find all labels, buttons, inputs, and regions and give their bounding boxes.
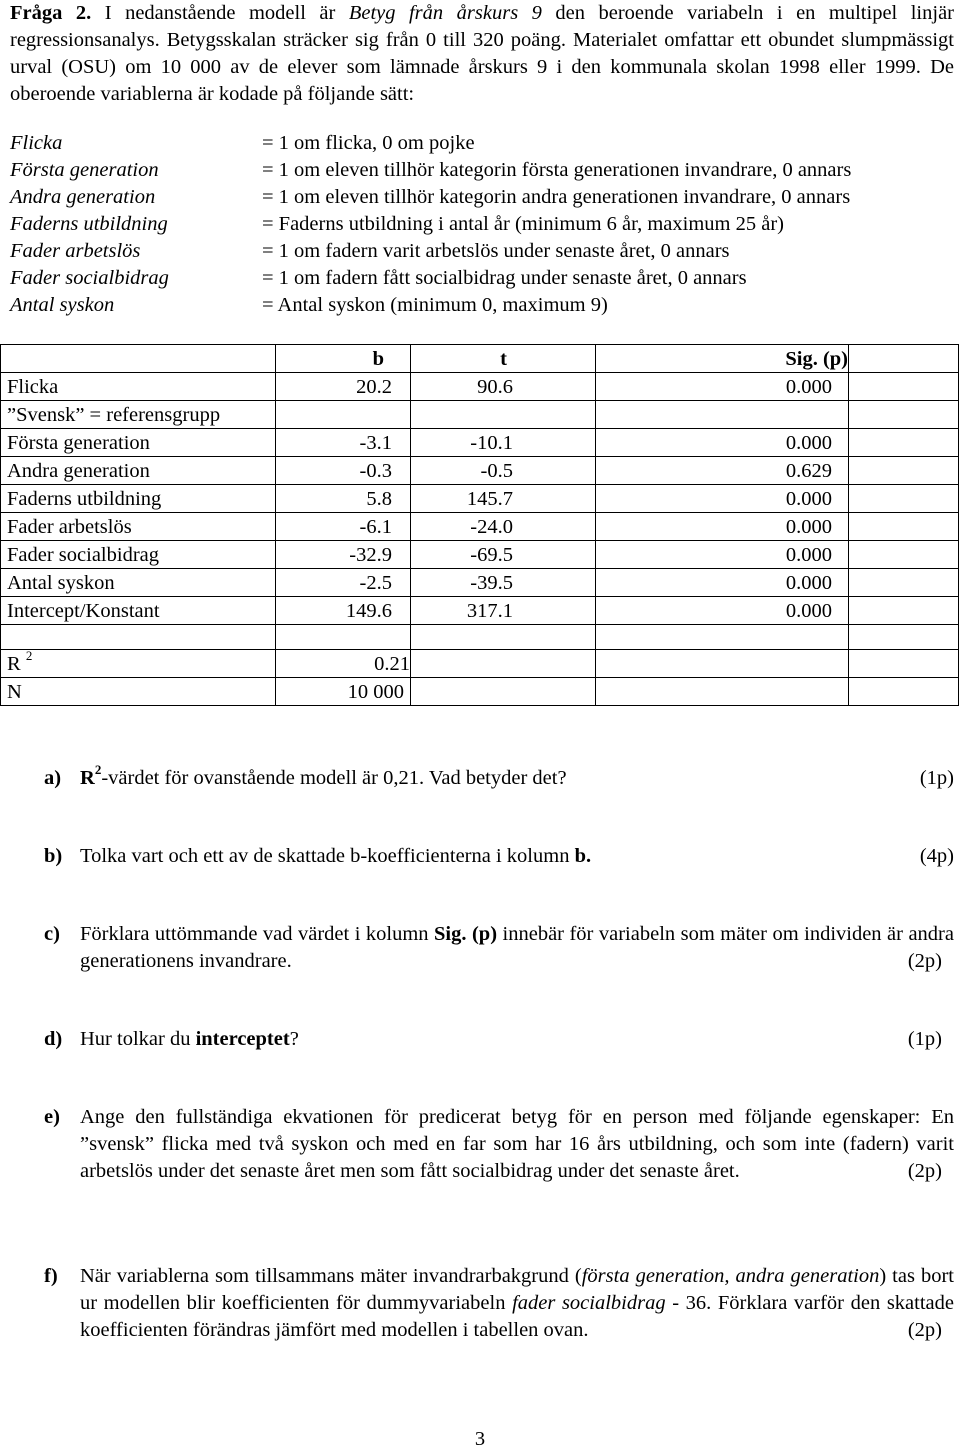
question-label: c) [44,923,60,945]
cell-t: -0.5 [411,457,596,485]
cell-t [411,401,596,429]
question-text: När variablerna som tillsammans mäter invandrarbakgrund (första generation, andra generation) tas bort ur modellen blir koefficienten för dummyvariabeln fader socialbidrag - 36. Förklara varför den skattade koefficienten förändras jämfört med modellen i tabellen ovan. [80,1265,954,1341]
variable-definition: = 1 om flicka, 0 om pojke [262,132,475,154]
row-label: Fader arbetslös [1,513,276,541]
cell-sig: 0.000 [596,513,849,541]
table-row [1,597,959,625]
question-label: e) [44,1106,60,1128]
cell-b: -6.1 [276,513,411,541]
question-f [44,1263,954,1344]
cell-b: -3.1 [276,429,411,457]
question-e [44,1104,954,1185]
cell-sig: 0.000 [596,485,849,513]
table-row [1,373,959,401]
question-a [44,762,954,792]
points: (2p) [907,950,942,972]
n-label: N [1,678,276,706]
cell-b: -2.5 [276,569,411,597]
table-row [1,429,959,457]
question-label: d) [44,1028,63,1050]
cell-sig: 0.000 [596,597,849,625]
row-label: Andra generation [1,457,276,485]
intro-text-1: I nedanstående modell är [91,2,349,24]
table-row [1,569,959,597]
table-row [1,485,959,513]
intro-text-2: den beroende variabeln i en multipel linjär regressionsanalys. Betygsskalan sträcker sig från 0 till 320 poäng. Materialet omfattar ett obundet slumpmässigt urval (OSU) om 10 000 av de elever som lämnade årskurs 9 i den kommunala skolan 1998 eller 1999. De oberoende variablerna är kodade på följande sätt: [10,2,955,105]
cell-t: -24.0 [411,513,596,541]
header-t: t [411,345,596,373]
points: (1p) [907,1028,942,1050]
row-label: Fader socialbidrag [1,541,276,569]
page-number: 3 [474,1428,486,1450]
question-label: Fråga 2. [10,2,92,24]
cell-sig [596,401,849,429]
table-row [1,457,959,485]
cell-t: -10.1 [411,429,596,457]
n-row [1,678,959,706]
row-label: Intercept/Konstant [1,597,276,625]
variable-name: Faderns utbildning [10,213,168,235]
variable-name: Första generation [10,159,159,181]
cell-b: 5.8 [276,485,411,513]
cell-sig: 0.000 [596,569,849,597]
question-text: Tolka vart och ett av de skattade b-koefficienterna i kolumn b. [80,845,592,867]
variable-name: Andra generation [10,186,156,208]
cell-b: -32.9 [276,541,411,569]
table-row [1,541,959,569]
row-label: Antal syskon [1,569,276,597]
cell-t: 90.6 [411,373,596,401]
cell-sig: 0.000 [596,429,849,457]
cell-sig: 0.000 [596,373,849,401]
table-spacer-row [1,625,959,650]
points: (2p) [907,1319,942,1341]
question-text: $R^2$-värdet för ovanstående modell är 0,21. Vad betyder det? [80,762,567,789]
points: (4p) [919,845,954,867]
table-row [1,401,959,429]
cell-sig: 0.629 [596,457,849,485]
row-label: ”Svensk” = referensgrupp [1,401,276,429]
cell-b: 149.6 [276,597,411,625]
row-label: Flicka [1,373,276,401]
variable-definition: = 1 om eleven tillhör kategorin andra generationen invandrare, 0 annars [262,186,851,208]
cell-b [276,401,411,429]
header-b: b [276,345,411,373]
question-d [44,1026,954,1053]
cell-b: -0.3 [276,457,411,485]
variable-name: Fader arbetslös [10,240,141,262]
cell-t: -69.5 [411,541,596,569]
cell-b: 20.2 [276,373,411,401]
question-text: Ange den fullständiga ekvationen för predicerat betyg för en person med följande egenskaper: En ”svensk” flicka med två syskon och med en far som har 16 års utbildning, och som inte (fadern) varit arbetslös under det senaste året men som fått socialbidrag under det senaste året. [80,1106,954,1182]
intro-paragraph [10,0,954,108]
header-sig: Sig. (p) [596,345,849,373]
n-value: 10 000 [276,678,411,706]
variable-definition: = 1 om eleven tillhör kategorin första generationen invandrare, 0 annars [262,159,852,181]
points: (2p) [907,1160,942,1182]
variable-definition: = 1 om fadern varit arbetslös under senaste året, 0 annars [262,240,730,262]
cell-t: 317.1 [411,597,596,625]
table-row [1,513,959,541]
variable-name: Antal syskon [10,294,115,316]
question-b [44,843,954,870]
cell-sig: 0.000 [596,541,849,569]
r2-row [1,650,959,678]
question-label: a) [44,767,62,789]
question-label: b) [44,845,63,867]
variable-definition: = Antal syskon (minimum 0, maximum 9) [262,294,608,316]
question-text: Förklara uttömmande vad värdet i kolumn Sig. (p) innebär för variabeln som mäter om individen är andra generationens invandrare. [80,923,954,972]
r2-label: R $^2$ [1,650,276,678]
cell-t: -39.5 [411,569,596,597]
variable-name: Fader socialbidrag [10,267,169,289]
question-text: Hur tolkar du interceptet? [80,1028,299,1050]
row-label: Faderns utbildning [1,485,276,513]
regression-table [0,344,959,706]
points: (1p) [919,767,954,789]
dependent-variable: Betyg från årskurs 9 [348,2,542,24]
table-header-row [1,345,959,373]
row-label: Första generation [1,429,276,457]
question-c [44,921,954,975]
variable-definition: = Faderns utbildning i antal år (minimum 6 år, maximum 25 år) [262,213,784,235]
question-label: f) [44,1265,58,1287]
cell-t: 145.7 [411,485,596,513]
r2-value: 0.21 [276,650,411,678]
variable-definition: = 1 om fadern fått socialbidrag under senaste året, 0 annars [262,267,747,289]
variable-name: Flicka [10,132,63,154]
